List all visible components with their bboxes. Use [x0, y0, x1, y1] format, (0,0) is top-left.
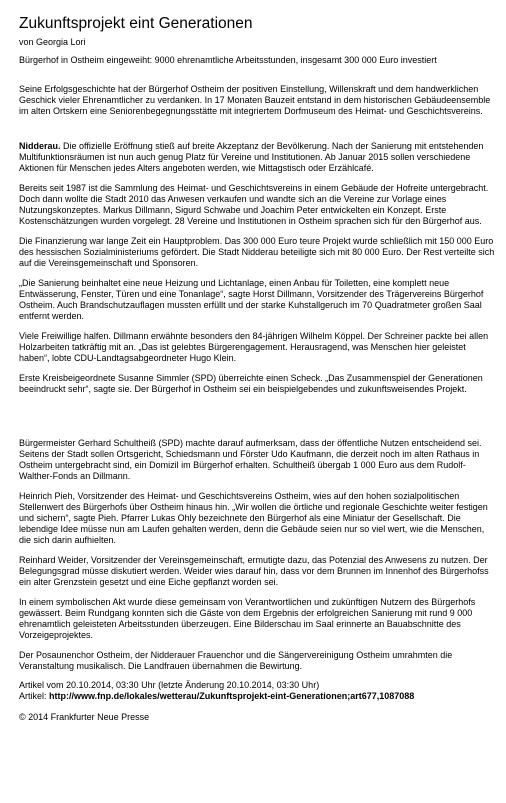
paragraph-9: Reinhard Weider, Vorsitzender der Vereinsgemeinschaft, ermutigte dazu, das Potenzial des Anwesens zu nutzen. Der Belegungsgrad müsse diskutiert werden. Weider wies darauf hin, dass vor dem Brunnen im Innenhof des Bürgerhofss ein alter Grenzstein gesetzt und eine Eiche gepflanzt worden sei.: [19, 555, 489, 587]
paragraph-10: In einem symbolischen Akt wurde diese gemeinsam von Verantwortlichen und zukünftigen Nutzern des Bürgerhofs gewässert. Beim Rundgang konnten sich die Gäste von dem Ergebnis der erfolgreichen Sanierung mit rund 9 000 ehrenamtlich geleisteten Arbeitsstunden überzeugen. Eine Bilderschau im Saal erinnerte an Bauabschnitte des Vorzeigeprojektes.: [19, 597, 476, 640]
article-link-line: [19, 691, 495, 702]
article-url-link[interactable]: http://www.fnp.de/lokales/wetterau/Zukunftsprojekt-eint-Generationen;art677,1087088: [49, 691, 415, 701]
dateline: Nidderau.: [19, 141, 61, 151]
paragraph-5: Viele Freiwillige halfen. Dillmann erwähnte besonders den 84-jährigen Wilhelm Köppel. Der Schreiner packte bei allen Holzarbeiten tatkräftig mit an. „Das ist gelebtes Bürgerengagement. Herausragend, was Menschen hier geleistet haben“, lobte CDU-Landtagsabgeordneter Hugo Klein.: [19, 331, 489, 363]
paragraph-6: Erste Kreisbeigeordnete Susanne Simmler (SPD) überreichte einen Scheck. „Das Zusammenspiel der Generationen beeindruckt sehr“, sagte sie. Der Bürgerhof in Ostheim sei ein beispielgebendes und zukunftsweisendes Projekt.: [19, 373, 483, 394]
article: [19, 14, 495, 723]
paragraph-8: Heinrich Pieh, Vorsitzender des Heimat- und Geschichtsvereins Ostheim, wies auf den hohen sozialpolitischen Stellenwert des Bürgerhofs über Ostheim hinaus hin. „Wir wollen die örtliche und regionale Geschichte weiter festigen und sichern“, sagte Pieh. Pfarrer Lukas Ohly bezeichnete den Bürgerhof als eine Miniatur der Gesellschaft. Die lebendige Idee müsse nun am Laufen gehalten werden, denn die Gebäude seien nur so viel wert, wie die Menschen, die sich darin aufhielten.: [19, 491, 488, 545]
paragraph-1: [19, 141, 495, 174]
article-author: von Georgia Lori: [19, 37, 86, 47]
paragraph-11: Der Posaunenchor Ostheim, der Nidderauer Frauenchor und die Sängervereinigung Ostheim umrahmten die Veranstaltung musikalisch. Die Landfrauen übernahmen die Bewirtung.: [19, 650, 453, 671]
article-link-label: Artikel:: [19, 691, 50, 701]
article-date: Artikel vom 20.10.2014, 03:30 Uhr (letzte Änderung 20.10.2014, 03:30 Uhr): [19, 680, 320, 690]
paragraph-2: Bereits seit 1987 ist die Sammlung des Heimat- und Geschichtsvereins in einem Gebäude der Hofreite untergebracht. Doch dann wollte die Stadt 2010 das Anwesen verkaufen und wandte sich an die Vereine zur Vorlage eines Nutzungskonzeptes. Markus Dillmann, Sigurd Schwabe und Joachim Peter entwickelten ein Konzept. Erste Kostenschätzungen wurden vorgelegt. 28 Vereine und Institutionen in Ostheim sprachen sich für den Bürgerhof aus.: [19, 183, 489, 226]
paragraph-4: „Die Sanierung beinhaltet eine neue Heizung und Lichtanlage, einen Anbau für Toiletten, eine komplett neue Entwässerung, Fenster, Türen und eine Tonanlage“, sagte Horst Dillmann, Vorsitzender des Trägervereins Bürgerhof Ostheim. Auch Brandschutzauflagen mussten erfüllt und der starke Kuhstallgeruch im 70 Quadratmeter großen Saal entfernt werden.: [19, 278, 484, 321]
article-meta: [19, 680, 495, 702]
article-title: Zukunftsprojekt eint Generationen: [19, 15, 253, 32]
paragraph-7: Bürgermeister Gerhard Schultheiß (SPD) machte darauf aufmerksam, dass der öffentliche Nutzen entscheidend sei. Seitens der Stadt sollen Ortsgericht, Schiedsmann und Förster Udo Kaufmann, die derzeit noch im alten Rathaus in Ostheim untergebracht sind, ein Domizil im Bürgerhof erhalten. Schultheiß übergab 1 000 Euro aus dem Rudolf-Walther-Fonds an Dillmann.: [19, 438, 482, 481]
article-subtitle: Bürgerhof in Ostheim eingeweiht: 9000 ehrenamtliche Arbeitsstunden, insgesamt 300 000 Euro investiert: [19, 55, 437, 65]
copyright: © 2014 Frankfurter Neue Presse: [19, 712, 150, 722]
article-lead: Seine Erfolgsgeschichte hat der Bürgerhof Ostheim der positiven Einstellung, Willenskraft und dem handwerklichen Geschick vieler Ehrenamtlicher zu verdanken. In 17 Monaten Bauzeit entstand in dem historischen Gebäudeensemble im alten Ortskern eine Seniorenbegegnungsstätte mit integriertem Dorfmuseum des Heimat- und Geschichtsvereins.: [19, 84, 491, 116]
paragraph-1-text: Die offizielle Eröffnung stieß auf breite Akzeptanz der Bevölkerung. Nach der Sanierung mit entstehenden Multifunktionsräumen ist nun auch genug Platz für Vereine und Institutionen. Ab Januar 2015 sollen verschiedene Aktionen für Menschen jedes Alters angeboten werden, wie Mittagstisch oder Erzählcafé.: [19, 141, 484, 173]
paragraph-3: Die Finanzierung war lange Zeit ein Hauptproblem. Das 300 000 Euro teure Projekt wurde schließlich mit 150 000 Euro des hessischen Sozialministeriums gefördert. Die Stadt Nidderau beteiligte sich mit 80 000 Euro. Der Rest verteilte sich auf die Vereinsgemeinschaft und Sponsoren.: [19, 236, 495, 268]
